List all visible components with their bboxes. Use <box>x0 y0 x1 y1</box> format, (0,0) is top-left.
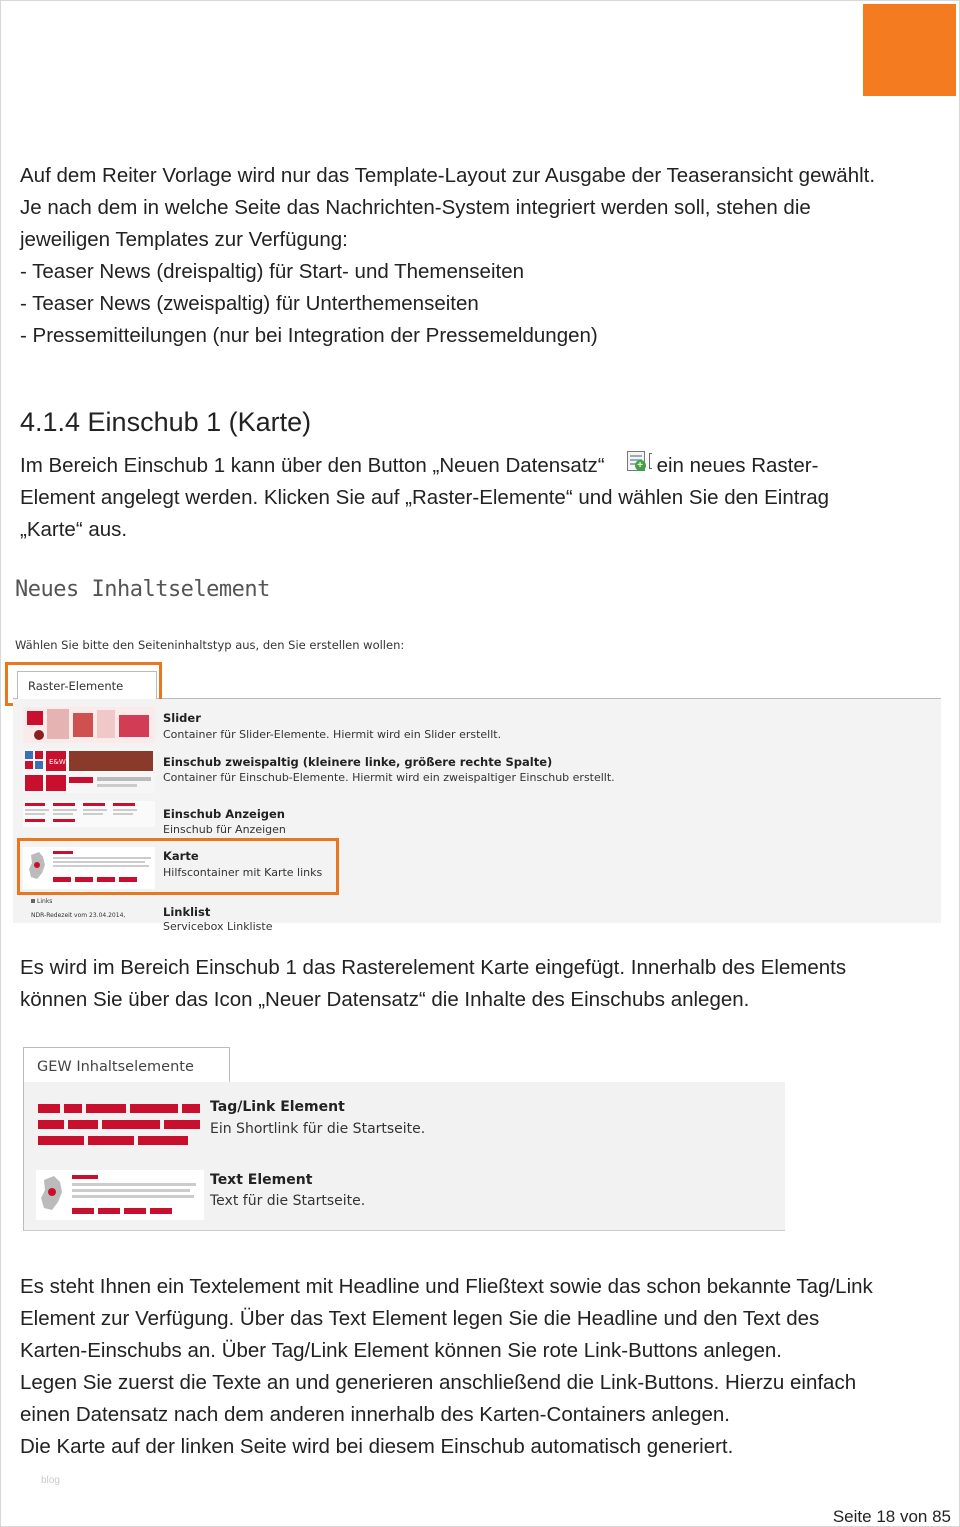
new-record-icon: + <box>625 451 653 475</box>
karte-highlight-frame <box>17 838 339 895</box>
item-title: Einschub zweispaltig (kleinere linke, größere rechte Spalte) <box>163 755 553 769</box>
intro-list-item: - Teaser News (dreispaltig) für Start- und Themenseiten <box>20 260 524 283</box>
intro-line: Auf dem Reiter Vorlage wird nur das Template-Layout zur Ausgabe der Teaseransicht gewählt. <box>20 164 876 187</box>
item-title: Text Element <box>210 1172 313 1188</box>
intro-list-item: - Teaser News (zweispaltig) für Unterthemenseiten <box>20 292 479 315</box>
item-desc: Container für Slider-Elemente. Hiermit wird ein Slider erstellt. <box>163 728 502 741</box>
intro-line: jeweiligen Templates zur Verfügung: <box>20 228 348 251</box>
page-number: Seite 18 von 85 <box>832 1507 951 1526</box>
section-paragraph <box>20 450 950 546</box>
section-line-1b: ein neues Raster- <box>656 454 819 477</box>
einschub-anzeigen-thumbnail-icon <box>23 801 155 827</box>
intro-paragraph <box>20 160 950 352</box>
item-desc: Servicebox Linkliste <box>163 920 273 931</box>
tag-link-thumbnail-icon <box>36 1102 204 1148</box>
middle-line: Es wird im Bereich Einschub 1 das Rasterelement Karte eingefügt. Innerhalb des Elements <box>20 956 847 979</box>
tab-raster-elemente[interactable]: Raster-Elemente <box>17 671 157 699</box>
einschub-zweispaltig-thumbnail-icon <box>23 749 155 793</box>
item-desc: Ein Shortlink für die Startseite. <box>210 1121 426 1137</box>
gew-content-elements-screenshot <box>23 1047 785 1231</box>
item-title: Karte <box>163 849 199 863</box>
ew-thumb-label: E&W <box>49 758 66 766</box>
element-list <box>13 699 941 931</box>
middle-line: können Sie über das Icon „Neuer Datensatz“ die Inhalte des Einschubs anlegen. <box>20 988 750 1011</box>
item-desc: Hilfscontainer mit Karte links <box>163 866 323 879</box>
item-title: Linklist <box>163 905 211 919</box>
final-line: Es steht Ihnen ein Textelement mit Headline und Fließtext sowie das schon bekannte Tag/Link <box>20 1275 873 1298</box>
item-title: Einschub Anzeigen <box>163 807 285 821</box>
section-line-2: Element angelegt werden. Klicken Sie auf „Raster-Elemente“ und wählen Sie den Eintrag <box>20 486 830 509</box>
section-line-1a: Im Bereich Einschub 1 kann über den Button „Neuen Datensatz“ <box>20 454 605 477</box>
item-desc: Text für die Startseite. <box>210 1193 366 1209</box>
watermark: blog <box>41 1475 60 1486</box>
links-thumb-label: Links <box>37 898 53 905</box>
final-paragraph <box>20 1271 950 1463</box>
item-desc: Container für Einschub-Elemente. Hiermit wird ein zweispaltiger Einschub erstellt. <box>163 771 615 784</box>
text-element-thumbnail-icon <box>36 1170 204 1220</box>
slider-thumbnail-icon <box>23 707 155 743</box>
orange-corner-block <box>863 4 956 96</box>
item-desc: Einschub für Anzeigen <box>163 823 286 836</box>
final-line: einen Datensatz nach dem anderen innerhalb des Karten-Containers anlegen. <box>20 1403 731 1426</box>
item-title: Slider <box>163 711 201 725</box>
screenshot-subtitle: Wählen Sie bitte den Seiteninhaltstyp aus, den Sie erstellen wollen: <box>15 638 405 652</box>
final-line: Element zur Verfügung. Über das Text Element legen Sie die Headline und den Text des <box>20 1307 820 1330</box>
final-line: Karten-Einschubs an. Über Tag/Link Element können Sie rote Link-Buttons anlegen. <box>20 1339 783 1362</box>
tab-gew-inhaltselemente[interactable]: GEW Inhaltselemente <box>23 1047 230 1083</box>
ndr-thumb-label: NDR-Redezeit vom 23.04.2014, <box>31 912 126 919</box>
linklist-thumbnail-icon <box>23 893 155 923</box>
final-line: Die Karte auf der linken Seite wird bei diesem Einschub automatisch generiert. <box>20 1435 734 1458</box>
item-title: Tag/Link Element <box>210 1099 345 1115</box>
gew-element-list <box>23 1082 785 1231</box>
intro-line: Je nach dem in welche Seite das Nachrichten-System integriert werden soll, stehen die <box>20 196 811 219</box>
final-line: Legen Sie zuerst die Texte an und generieren anschließend die Link-Buttons. Hierzu einfach <box>20 1371 857 1394</box>
section-heading: 4.1.4 Einschub 1 (Karte) <box>20 407 312 437</box>
screenshot-title: Neues Inhaltselement <box>15 577 270 602</box>
middle-paragraph <box>20 952 950 1016</box>
new-content-element-screenshot <box>9 571 941 931</box>
section-line-3: „Karte“ aus. <box>20 518 128 541</box>
intro-list-item: - Pressemitteilungen (nur bei Integration der Pressemeldungen) <box>20 324 598 347</box>
